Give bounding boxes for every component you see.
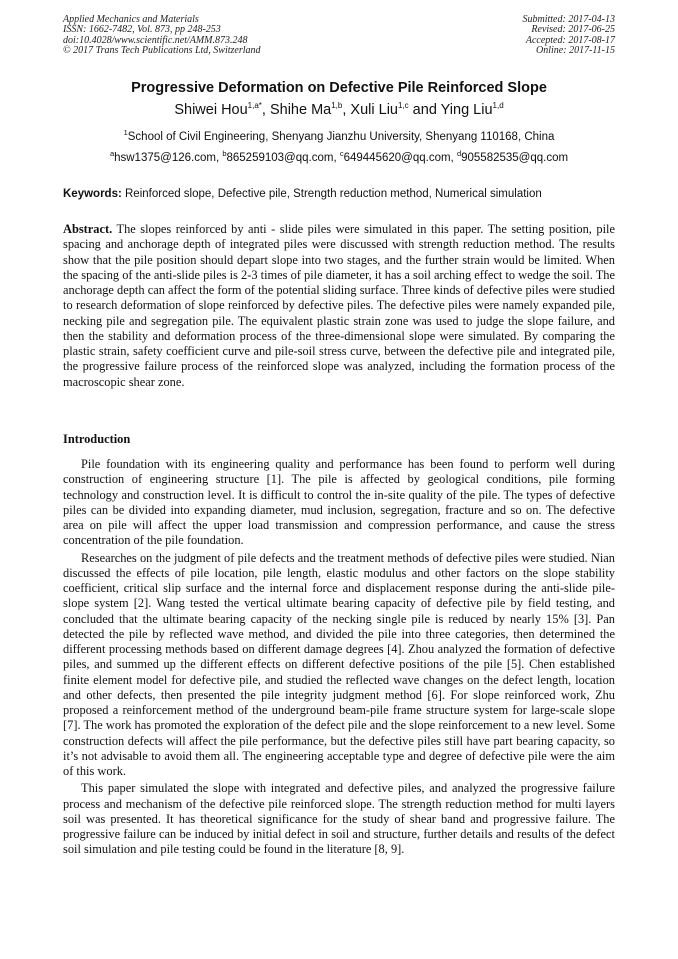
author-sup: 1,c	[397, 101, 409, 111]
email-separator: ,	[450, 152, 457, 164]
author	[174, 102, 270, 118]
date-online: Online: 2017-11-15	[536, 45, 615, 57]
email-entry	[222, 149, 340, 164]
journal-issn: ISSN: 1662-7482, Vol. 873, pp 248-253	[63, 24, 221, 36]
author	[270, 102, 350, 118]
abstract-paragraph	[63, 222, 615, 390]
dates-header	[523, 15, 616, 57]
journal-doi: doi:10.4028/www.scientific.net/AMM.873.248	[63, 34, 248, 46]
email-entry	[109, 149, 223, 164]
journal-info-header	[63, 15, 261, 57]
email-address[interactable]: hsw1375@126.com	[114, 152, 216, 164]
email-address[interactable]: 649445620@qq.com	[343, 152, 451, 164]
journal-copyright: © 2017 Trans Tech Publications Ltd, Switzerland	[63, 45, 261, 57]
author-name: Shiwei Hou	[174, 102, 248, 118]
email-sup: d	[456, 149, 462, 159]
keywords-text: Reinforced slope, Defective pile, Strength reduction method, Numerical simulation	[125, 188, 542, 200]
email-separator: ,	[215, 152, 223, 164]
date-accepted: Accepted: 2017-08-17	[525, 34, 615, 46]
affiliation	[0, 128, 678, 143]
keywords-label: Keywords:	[63, 188, 122, 200]
email-address[interactable]: 865259103@qq.com	[226, 152, 334, 164]
email-entry	[456, 149, 569, 164]
affiliation-sup: 1	[123, 128, 128, 138]
email-sup: c	[339, 149, 344, 159]
author-separator: ,	[261, 102, 270, 118]
email-sup: a	[109, 149, 115, 159]
author-separator: and	[408, 102, 441, 118]
author-sup: 1,d	[492, 101, 504, 111]
email-list	[0, 149, 678, 164]
introduction-paragraph: Researches on the judgment of pile defects and the treatment methods of defective piles were studied. Nian discussed the effects of pile location, pile length, elastic modulus and other factors on the slope stability coefficient, critical slip surface and the internal force and displacement response during the anti-slide pile-slope system [2]. Wang tested the vertical ultimate bearing capacity of defective pile by field testing, and concluded that the ultimate bearing capacity of the necking single pile is reduced by nearly 15% [3]. Pan detected the pile by reflected wave method, and divided the pile into three categories, then determined the different processing methods based on different damage degrees [4]. Zhou analyzed the formation of defective piles, and summed up the different effects on different defective positions of the pile [5]. Chen established finite element model for defective pile, and studied the reflected wave changes on the defect length, location and other defects, then presented the pile integrity judgment method [6]. For slope reinforced work, Zhu proposed a reinforcement method of the underground beam-pile frame structure system for large-scale slope [7]. The work has promoted the exploration of the defect pile and the slope reinforcement to a new level. Some construction defects will affect the pile performance, but the defective piles still have part bearing capacity, so it’s not advisable to avoid them all. The engineering acceptable type and degree of defective pile were the aim of this work.	[63, 550, 615, 778]
email-address[interactable]: 905582535@qq.com	[461, 152, 569, 164]
author-name: Ying Liu	[440, 102, 493, 118]
introduction-body	[63, 457, 615, 860]
author-sup: 1,b	[331, 101, 343, 111]
affiliation-text: School of Civil Engineering, Shenyang Jianzhu University, Shenyang 110168, China	[127, 131, 555, 143]
author	[350, 102, 440, 118]
email-entry	[339, 149, 457, 164]
email-sup: b	[222, 149, 227, 159]
keywords-line	[63, 188, 615, 200]
introduction-heading: Introduction	[63, 432, 131, 446]
author-list	[0, 102, 678, 118]
author-separator: ,	[342, 102, 351, 118]
journal-name: Applied Mechanics and Materials	[63, 14, 199, 25]
author-name: Shihe Ma	[269, 102, 332, 118]
date-revised: Revised: 2017-06-25	[531, 24, 615, 36]
introduction-paragraph: Pile foundation with its engineering quality and performance has been found to perform well during construction of engineering structure [1]. The pile is affected by geological conditions, pile forming technology and construction level. It is difficult to control the in-site quality of the pile. The types of defective piles can be divided into expanding diameter, mud inclusion, segregation, fracture and so on. The defective area on pile will affect the upper load transmission and compression performance, and cause the stress concentration of the pile foundation.	[63, 457, 615, 548]
author-sup: 1,a*	[247, 101, 262, 111]
email-separator: ,	[333, 152, 340, 164]
abstract-text: The slopes reinforced by anti - slide piles were simulated in this paper. The setting position, pile spacing and anchorage depth of integrated piles were discussed with strength reduction method. The results show that the pile position should depart slope into two stages, and the further strain would be limited. When the spacing of the anti-slide piles is 2-3 times of pile diameter, it has a soil arching effect to wedge the soil. The anchorage depth can affect the form of the potential sliding surface. Three kinds of defective piles were studied to research deformation of slope reinforced by defective piles. The defective piles were namely expanded pile, necking pile and segregation pile. The equivalent plastic strain zone was used to judge the slope failure, and then the stability and deformation process of the three-dimensional slope were simulated. By comparing the plastic strain, safety coefficient curve and pile-soil stress curve, between the defective pile and integrated pile, the progressive failure process of the reinforced slope was analyzed, including the formation process of the macroscopic shear zone.	[63, 222, 615, 389]
introduction-paragraph: This paper simulated the slope with integrated and defective piles, and analyzed the progressive failure process and mechanism of the defective pile reinforced slope. The strength reduction method for multi layers soil was presented. It has theoretical significance for the study of shear band and progressive failure. The progressive failure can be induced by initial defect in soil and structure, further details and results of the defect soil simulation and pile testing could be found in the literature [8, 9].	[63, 781, 615, 857]
date-submitted: Submitted: 2017-04-13	[522, 14, 615, 25]
abstract-label: Abstract.	[63, 222, 113, 236]
author	[441, 102, 504, 118]
author-name: Xuli Liu	[350, 102, 398, 118]
paper-title: Progressive Deformation on Defective Pile Reinforced Slope	[131, 80, 547, 96]
